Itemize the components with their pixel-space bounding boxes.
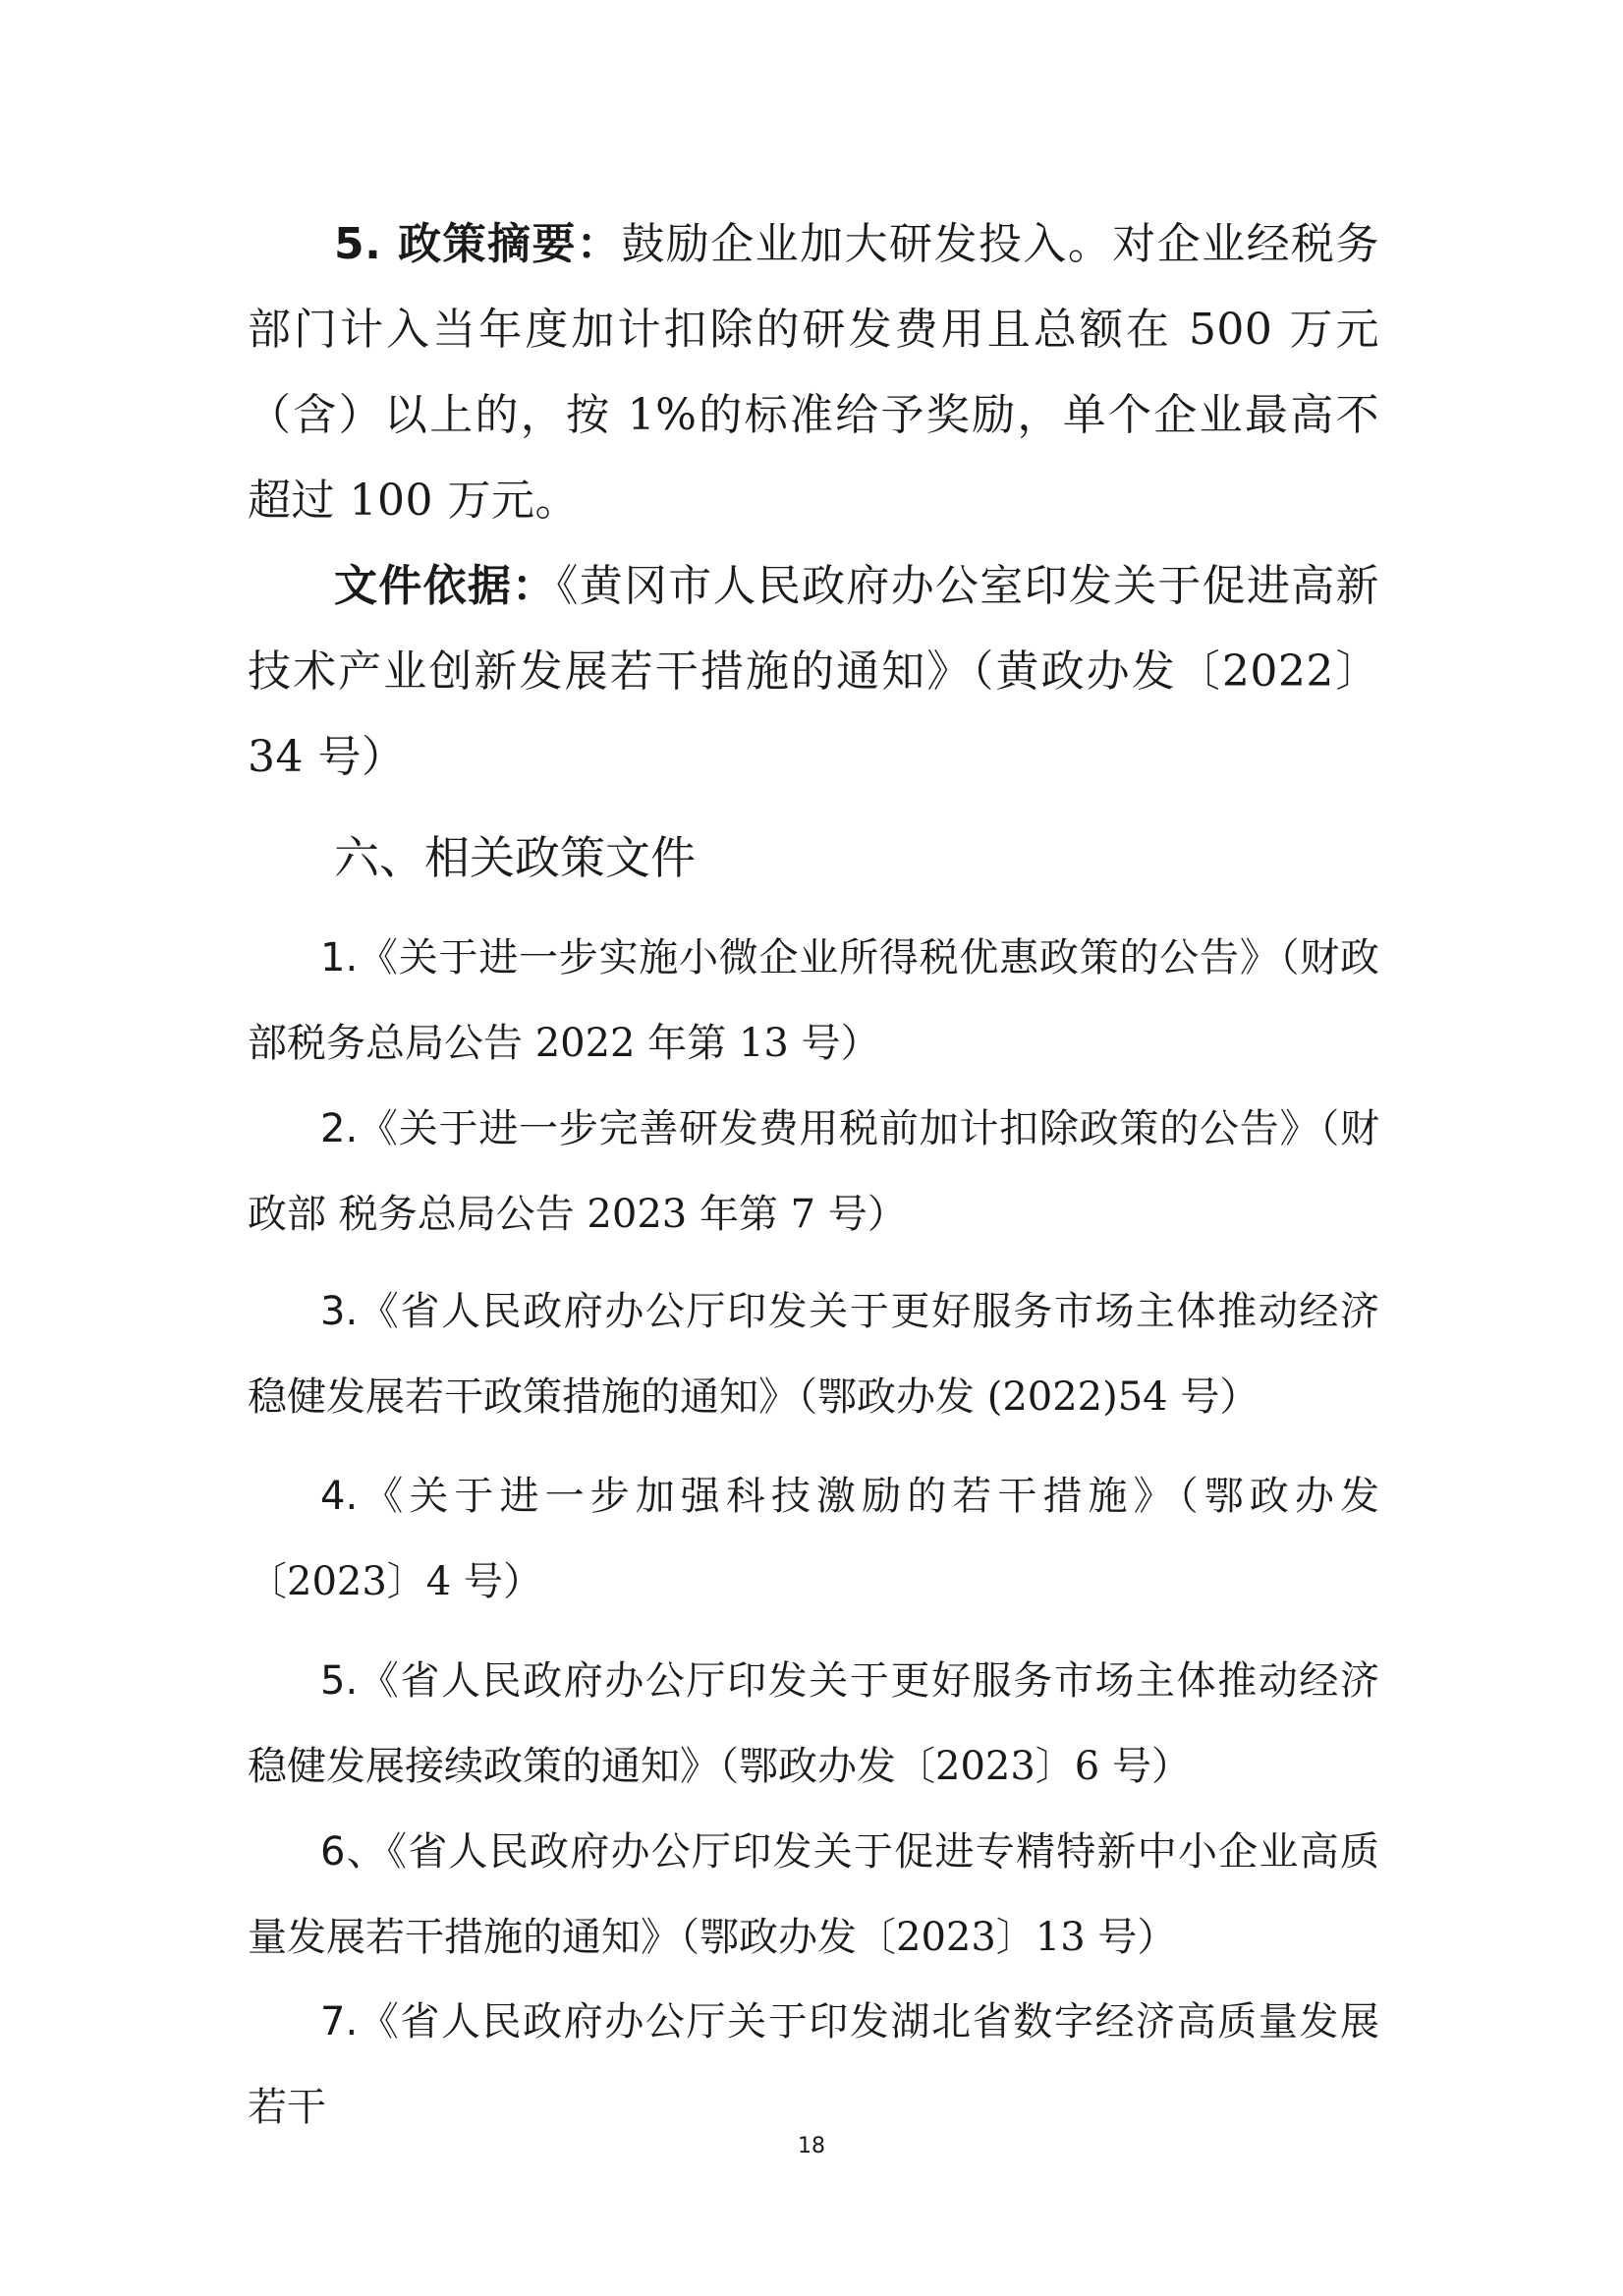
policy-file-item-5 bbox=[248, 1639, 1379, 1810]
policy-file-item-4 bbox=[248, 1454, 1379, 1625]
policy-summary-text: 鼓励企业加大研发投入。对企业经税务部门计入当年度加计扣除的研发费用且总额在 500 万元（含）以上的，按 1%的标准给予奖励，单个企业最高不超过 100 万元。 bbox=[248, 219, 1380, 526]
policy-summary-paragraph bbox=[248, 201, 1379, 543]
policy-basis-paragraph bbox=[248, 543, 1379, 800]
policy-basis-text: 《黄冈市人民政府办公室印发关于促进高新技术产业创新发展若干措施的通知》（黄政办发〔2022〕34 号） bbox=[248, 561, 1380, 782]
list-item-number: 2. bbox=[320, 1106, 359, 1151]
section-heading: 六、相关政策文件 bbox=[334, 831, 696, 884]
list-item-text: 《省人民政府办公厅关于印发湖北省数字经济高质量发展若干 bbox=[248, 1999, 1379, 2130]
list-item-text: 《关于进一步实施小微企业所得税优惠政策的公告》（财政部税务总局公告 2022 年第 13 号） bbox=[248, 935, 1379, 1066]
list-item-text: 《关于进一步加强科技激励的若干措施》（鄂政办发〔2023〕4 号） bbox=[248, 1474, 1379, 1604]
list-item-number: 7. bbox=[320, 1999, 359, 2044]
policy-file-item-1 bbox=[248, 916, 1379, 1087]
page-number: 18 bbox=[798, 2134, 825, 2158]
list-item-number: 6、 bbox=[320, 1829, 387, 1875]
list-item-number: 1. bbox=[320, 935, 359, 980]
list-item-text: 《省人民政府办公厅印发关于促进专精特新中小企业高质量发展若干措施的通知》（鄂政办发〔2023〕13 号） bbox=[248, 1829, 1379, 1960]
list-item-number: 4. bbox=[320, 1474, 359, 1519]
list-item-number: 5. bbox=[320, 1658, 359, 1704]
list-item-text: 《省人民政府办公厅印发关于更好服务市场主体推动经济稳健发展接续政策的通知》（鄂政办发〔2023〕6 号） bbox=[248, 1658, 1379, 1789]
policy-basis-label: 文件依据： bbox=[334, 561, 557, 611]
policy-file-item-6 bbox=[248, 1810, 1379, 1981]
policy-file-item-3 bbox=[248, 1269, 1379, 1440]
list-item-text: 《关于进一步完善研发费用税前加计扣除政策的公告》（财政部 税务总局公告 2023 年第 7 号） bbox=[248, 1106, 1379, 1237]
policy-summary-label: 5. 政策摘要： bbox=[334, 219, 622, 269]
policy-file-item-2 bbox=[248, 1087, 1379, 1258]
list-item-number: 3. bbox=[320, 1289, 359, 1334]
list-item-text: 《省人民政府办公厅印发关于更好服务市场主体推动经济稳健发展若干政策措施的通知》（鄂政办发 (2022)54 号） bbox=[248, 1289, 1379, 1420]
policy-file-item-7 bbox=[248, 1980, 1379, 2151]
